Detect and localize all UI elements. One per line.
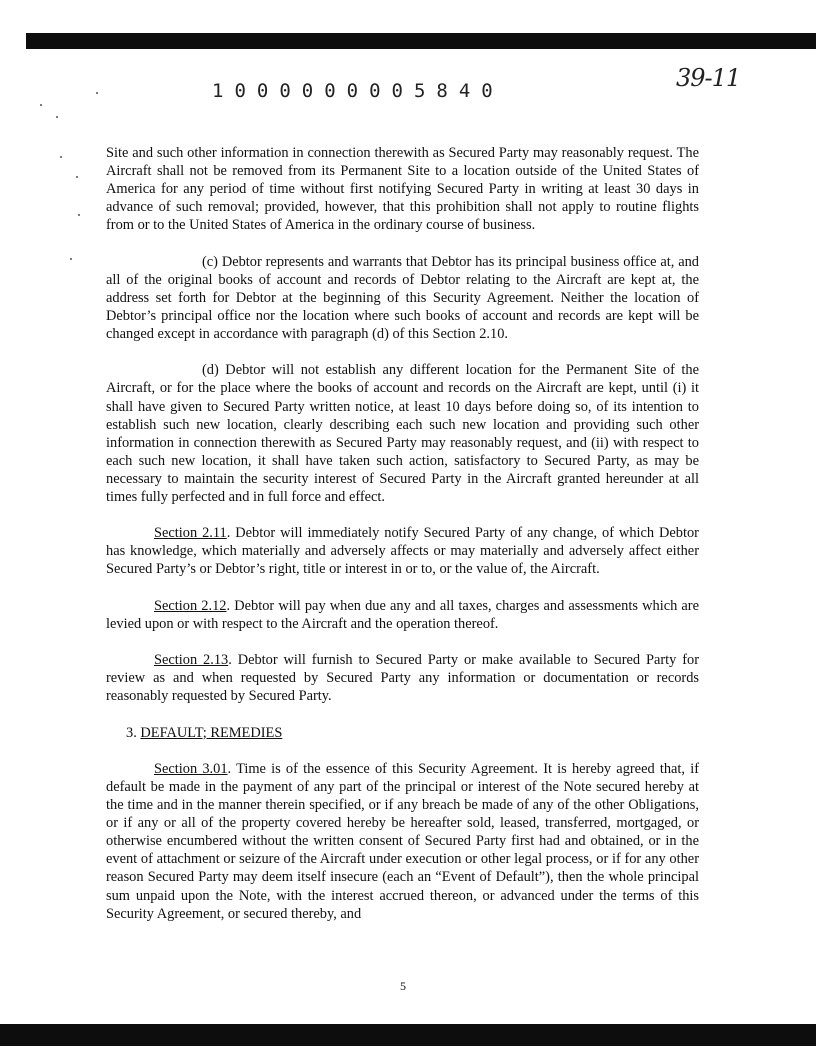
paragraph-continuation: Site and such other information in connection therewith as Secured Party may reasonably request. The Aircraft shall not be removed from its Permanent Site to a location outside of the United States of America for any period of time without first notifying Secured Party in writing at least 30 days in advance of such removal; provided, however, that this prohibition shall not apply to routine flights from or to the United States of America in the ordinary course of business. (106, 145, 699, 234)
scan-speck (78, 214, 80, 216)
article-heading (106, 724, 699, 742)
section-3-01-text: . Time is of the essence of this Security Agreement. It is hereby agreed that, if default be made in the payment of any part of the principal or interest of the Note secured hereby at the time and in the manner therein specified, or if any breach be made of any of the other Obligations, or if any or all of the property covered hereby be hereafter sold, leased, transferred, mortgaged, or otherwise encumbered without the written consent of Secured Party first had and obtained, or in the event of attachment or seizure of the Aircraft under execution or other legal process, or if for any other reason Secured Party may deem itself insecure (each an “Event of Default”), then the whole principal sum unpaid upon the Note, with the interest accrued thereon, or advanced under the terms of this Security Agreement, or secured thereby, and (106, 760, 699, 922)
scan-speck (60, 156, 62, 158)
paragraph-2-10-d: (d) Debtor will not establish any different location for the Permanent Site of the Aircraft, or for the place where the books of account and records on the Aircraft are kept, until (i) it shall have given to Secured Party written notice, at least 10 days before doing so, of its intention to establish such new location, clearly describing each such new location and providing such other information in connection therewith as Secured Party may reasonably request, and (ii) with respect to each such new location, it shall have taken such action, satisfactory to Secured Party, as may be necessary to maintain the security interest of Secured Party in the Aircraft granted hereunder at all times fully perfected and in full force and effect. (106, 362, 699, 505)
article-heading-title: DEFAULT; REMEDIES (140, 724, 283, 741)
document-body (106, 144, 699, 923)
section-3-01-label: Section 3.01 (154, 760, 228, 777)
section-2-11 (106, 524, 699, 578)
section-2-11-label: Section 2.11 (154, 525, 227, 542)
paragraph-2-10-c: (c) Debtor represents and warrants that Debtor has its principal business office at, and all of the original books of account and records of Debtor relating to the Aircraft are kept at, the address set forth for Debtor at the beginning of this Security Agreement. Neither the location of Debtor’s principal office nor the location where such books of account and records are kept will be changed except in accordance with paragraph (d) of this Section 2.10. (106, 253, 699, 343)
handwritten-note-text: 39-11 (676, 64, 741, 92)
section-2-12-label: Section 2.12 (154, 597, 227, 614)
scan-speck (40, 104, 42, 106)
section-2-12-text: . Debtor will pay when due any and all taxes, charges and assessments which are levied upon or with respect to the Aircraft and the operation thereof. (106, 597, 699, 632)
handwritten-note (676, 64, 766, 98)
scan-speck (76, 176, 78, 178)
scan-speck (70, 258, 72, 260)
section-2-11-text: . Debtor will immediately notify Secured Party of any change, of which Debtor has knowledge, which materially and adversely affects or may materially and adversely affect either Secured Party’s or Debtor’s right, title or interest in or to, or the value of, the Aircraft. (106, 525, 699, 578)
page-number: 5 (400, 979, 406, 993)
scan-bottom-border (0, 1024, 816, 1046)
scan-speck (56, 116, 58, 118)
section-2-12 (106, 597, 699, 633)
article-heading-number: 3. (126, 724, 137, 741)
scan-speck (96, 92, 98, 94)
section-2-13-label: Section 2.13 (154, 652, 229, 669)
section-2-13 (106, 651, 699, 705)
section-3-01 (106, 760, 699, 923)
document-number: 1000000005840 (212, 80, 504, 102)
scan-top-border (26, 33, 816, 49)
section-2-13-text: . Debtor will furnish to Secured Party or make available to Secured Party for review as and when requested by Secured Party any information or documentation or records reasonably requested by Secured Party. (106, 652, 700, 705)
